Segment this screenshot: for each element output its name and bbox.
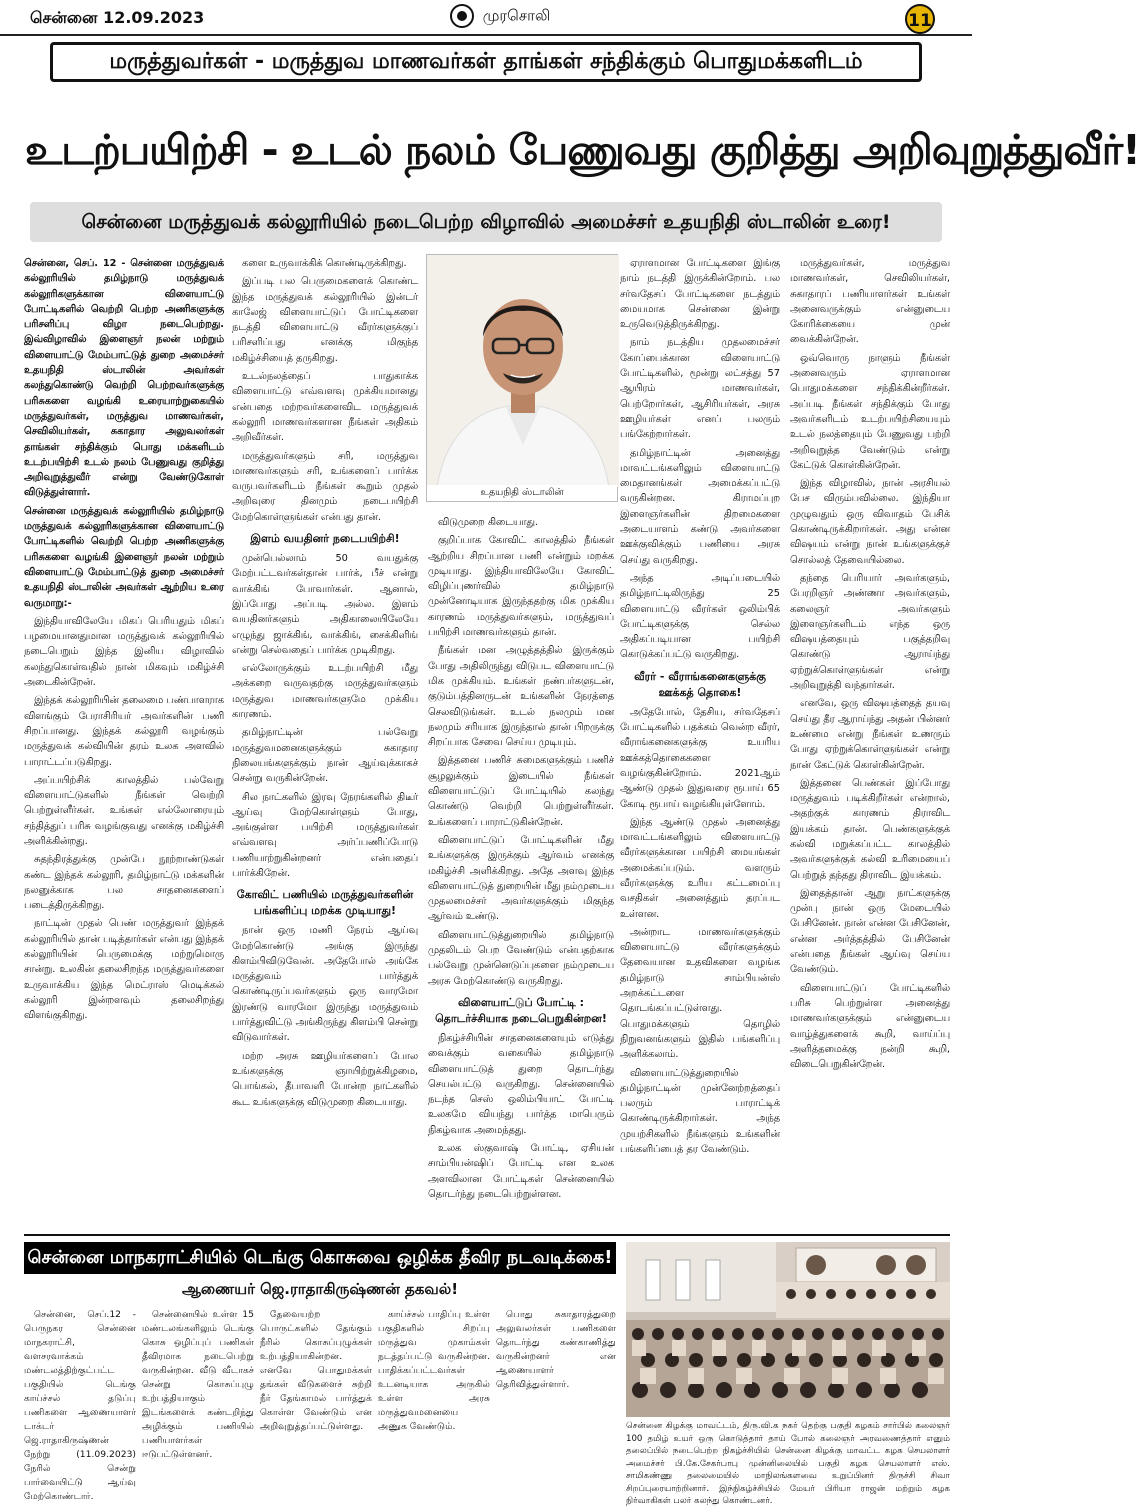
kicker-box: மருத்துவர்கள் - மருத்துவ மாணவர்கள் தாங்கள் சந்திக்கும் பொதுமக்களிடம் [50, 42, 922, 82]
article-paragraph: ஒவ்வொரு நாளும் நீங்கள் அனைவரும் ஏராளமான பொதுமக்களை சந்திக்கின்றீர்கள். அப்படி நீங்கள் சந்திக்கும் போது அவர்களிடம் உடற்பயிற்சியையும் உடல் நலத்தையும் பேணுவது பற்றி அறிவுறுத்த வேண்டும் என்று கேட்டுக் கொள்கின்றேன். [790, 352, 950, 471]
bottom-column-4 [378, 1308, 490, 1498]
masthead [0, 0, 972, 36]
article-column-3 [428, 515, 614, 1234]
article-paragraph: குறிப்பாக கோவிட் காலத்தில் நீங்கள் ஆற்றிய சிறப்பான பணி என்றும் மறக்க முடியாது. இந்தியாவிலேயே கோவிட் விழிப்புணர்வில் தமிழ்நாடு முன்னோடியாக இருந்ததற்கு மிக முக்கிய காரணம் மருத்துவர்களும், மருத்துவப் பயிற்சி மாணவர்களும் தான். [428, 535, 614, 639]
article-column-1 [24, 256, 224, 1234]
article-paragraph: உலக ஸ்குவாஷ் போட்டி, ஏசியன் சாம்பியன்ஷிப் போட்டி என உலக அளவிலான போட்டிகள் சென்னையில் தொடர்ந்து நடைபெற்றுள்ளன. [428, 1142, 614, 1200]
article-paragraph: நான் ஒரு மணி நேரம் ஆய்வு மேற்கொண்டு அங்கு இருந்து கிளம்பிவிடுவேன். அதேபோல் அங்கே மருத்துவம் பார்த்துக் கொண்டிருப்பவர்களும் ஒரு வாரமோ இரண்டு வாரமோ இருந்து மருத்துவம் பார்த்துவிட்டு அங்கிருந்து கிளம்பி சென்று விடுவார்கள். [232, 925, 418, 1044]
event-crowd-illustration [626, 1242, 950, 1417]
article-column-2 [232, 256, 418, 1234]
portrait-illustration [427, 255, 619, 487]
article-paragraph: களை உருவாக்கிக் கொண்டிருக்கிறது. [242, 258, 407, 269]
article-paragraph: இந்த விழாவில், நான் அரசியல் பேச விரும்பவில்லை. இந்தியா முழுவதும் ஒரு விவாதம் பேசிக் கொண்டிருக்கிறார்கள். அது என்ன விஷயம் என்று நான் உங்களுக்குச் சொல்லத் தேவையில்லை. [790, 478, 950, 566]
article-paragraph: உடல்நலத்தைப் பாதுகாக்க விளையாட்டு எவ்வளவு முக்கியமானது என்பதை மற்றவர்களைவிட மருத்துவக் கல்லூரி மாணவர்களான நீங்கள் அதிகம் அறிவீர்கள். [232, 371, 418, 444]
bottom-column-5 [496, 1308, 616, 1498]
article-paragraph: காய்ச்சல் பாதிப்பு உள்ள பகுதிகளில் சிறப்பு மருத்துவ முகாம்கள் நடத்தப்பட்டு வருகின்றன. பாதிக்கப்பட்டவர்கள் உடனடியாக அருகில் உள்ள அரசு மருத்துவமனையை அணுக வேண்டும். [378, 1309, 490, 1432]
article-paragraph: முன்பெல்லாம் 50 வயதுக்கு மேற்பட்டவர்கள்தான் பார்க், பீச் என்று வாக்கிங் போவார்கள். ஆனால், இப்போது அப்படி அல்ல. இளம் வயதினர்களும் அதிகாலையிலேயே எழுந்து ஜாக்கிங், வாக்கிங், சைக்கிளிங் என்று செல்வதைப் பார்க்க முடிகிறது. [232, 553, 418, 656]
article-paragraph: சில நாட்களில் இரவு நேரங்களில் திடீர் ஆய்வு மேற்கொள்ளும் போது, அங்குள்ள பயிற்சி மருத்துவர்கள் எவ்வளவு அர்ப்பணிப்போடு பணியாற்றுகின்றனர் என்பதைப் பார்க்கிறேன். [232, 791, 418, 879]
event-photo [626, 1242, 950, 1417]
article-paragraph: அப்பயிற்சிக் காலத்தில் பல்வேறு விளையாட்டுகளில் நீங்கள் வெற்றி பெற்றுள்ளீர்கள். உங்கள் எல்லோரையும் சந்தித்துப் பரிசு வழங்குவது எனக்கு மகிழ்ச்சி அளிக்கின்றது. [24, 774, 224, 847]
article-paragraph: விடுமுறை கிடையாது. [438, 517, 539, 528]
article-paragraph: தேவையற்ற பொருட்களில் தேங்கும் நீரில் கொசுப்புழுக்கள் உற்பத்தியாகின்றன. எனவே பொதுமக்கள் தங்கள் வீடுகளைச் சுற்றி நீர் தேங்காமல் பார்த்துக் கொள்ள வேண்டும் என அறிவுறுத்தப்பட்டுள்ளது. [260, 1309, 372, 1432]
article-column-5 [790, 256, 950, 1234]
article-paragraph: சென்னையில் உள்ள 15 மண்டலங்களிலும் டெங்கு கொசு ஒழிப்புப் பணிகள் தீவிரமாக நடைபெற்று வருகின்றன. வீடு வீடாகச் சென்று கொசுப்புழு உற்பத்தியாகும் இடங்களைக் கண்டறிந்து அழிக்கும் பணியில் பணியாளர்கள் ஈடுபட்டுள்ளனர். [142, 1309, 254, 1460]
event-photo-caption: சென்னை கிழக்கு மாவட்டம், திரு.வி.க நகர் தெற்கு பகுதி கழகம் சார்பில் கலைஞர் 100 தமிழ் உயர் ஒரு கொடுத்தார் தாய் போல் கலைஞர் அரவணைத்தார் எனும் தலைப்பில் நடைபெற்ற நிகழ்ச்சியில் சென்னை கிழக்கு மாவட்ட கழக செயலாளர் அமைச்சர் பி.கே.சேகர்பாபு முன்னிலையில் பகுதி கழக செயலாளர் எஸ். சாமிகண்ணு தலைமையில் மாநிலங்களவை உறுப்பினர் திருச்சி சிவா சிறப்புரையாற்றினார். இந்நிகழ்ச்சியில் மேயர் பிரியா ராஜன் மற்றும் கழக நிர்வாகிகள் பலர் கலந்து கொண்டனர். [626, 1421, 950, 1506]
article-paragraph: இப்படி பல பெருமைகளைக் கொண்ட இந்த மருத்துவக் கல்லூரியில் இன்டர் காலேஜ் விளையாட்டுப் போட்டிகளை நடத்தி விளையாட்டு வீரர்களுக்குப் பரிசளிப்பது எனக்கு மிகுந்த மகிழ்ச்சியைத் தருகிறது. [232, 276, 418, 364]
bottom-story-subhead: ஆணையர் ஜெ.ராதாகிருஷ்ணன் தகவல்! [181, 1280, 459, 1298]
issue-date: சென்னை 12.09.2023 [30, 8, 205, 27]
article-paragraph: அன்றாட மாணவர்களுக்கும் விளையாட்டு வீரர்களுக்கும் தேவையான உதவிகளை வழங்க தமிழ்நாடு சாம்பியன்ஸ் அறக்கட்டளை தொடங்கப்பட்டுள்ளது. பொதுமக்களும் தொழில் நிறுவனங்களும் இதில் பங்களிப்பு அளிக்கலாம். [620, 926, 780, 1061]
article-paragraph: மருத்துவர்களும் சரி, மருத்துவ மாணவர்களும் சரி, உங்களைப் பார்க்க வருபவர்களிடம் நீங்கள் கூறும் முதல் அறிவுரை தினமும் நடைபயிற்சி மேற்கொள்ளுங்கள் என்பது தான். [232, 450, 418, 523]
article-paragraph: தமிழ்நாட்டின் அனைத்து மாவட்டங்களிலும் விளையாட்டு மைதானங்கள் அமைக்கப்பட்டு வருகின்றன. கிராமப்புற இளைஞர்களின் திறமைகளை அடையாளம் கண்டு அவர்களை ஊக்குவிக்கும் பணியை அரசு செய்து வருகிறது. [620, 447, 780, 566]
article-paragraph: சென்னை, செப். 12 - சென்னை மருத்துவக் கல்லூரியில் தமிழ்நாடு மருத்துவக் கல்லூரிகளுக்கான விளையாட்டு போட்டிகளில் வெற்றி பெற்ற அணிகளுக்கு பரிசளிப்பு விழா நடைபெற்றது. இவ்விழாவில் இளைஞர் நலன் மற்றும் விளையாட்டு மேம்பாட்டுத் துறை அமைச்சர் உதயநிதி ஸ்டாலின் அவர்கள் கலந்துகொண்டு வெற்றி பெற்றவர்களுக்கு பரிசுகளை வழங்கி உரையாற்றுகையில் மருத்துவர்கள், மருத்துவ மாணவர்கள், செவிலியர்கள், சுகாதார அலுவலர்கள் தாங்கள் சந்திக்கும் பொது மக்களிடம் உடற்பயிற்சி உடல் நலம் பேணுவது குறித்து அறிவுறுத்துவீர் என்று வேண்டுகோள் விடுத்துள்ளார். [24, 258, 224, 499]
section-subhead: விளையாட்டுப் போட்டி : தொடர்ச்சியாக நடைபெறுகின்றன! [435, 995, 607, 1025]
article-paragraph: தமிழ்நாட்டின் பல்வேறு மருத்துவமனைகளுக்கும் சுகாதார நிலையங்களுக்கும் நான் ஆய்வுக்காகச் சென்று வருகின்றேன். [232, 727, 418, 785]
article-paragraph: அந்த அடிப்படையில் தமிழ்நாட்டிலிருந்து 25 விளையாட்டு வீரர்கள் ஒலிம்பிக் போட்டிகளுக்கு செல்ல அதிகப்படியான பயிற்சி கொடுக்கப்பட்டு வருகிறது. [620, 572, 780, 661]
article-paragraph: இத்தனை பணிச் சுமைகளுக்கும் பணிச் சூழலுக்கும் இடையில் நீங்கள் விளையாட்டுப் போட்டியில் கலந்து கொண்டு வெற்றி பெற்றுள்ளீர்கள். உங்களைப் பாராட்டுகின்றேன். [428, 755, 614, 828]
bottom-story-headline: சென்னை மாநகராட்சியில் டெங்கு கொசுவை ஒழிக்க தீவிர நடவடிக்கை! [24, 1242, 616, 1274]
article-paragraph: அதேபோல், தேசிய, சர்வதேசப் போட்டிகளில் பதக்கம் வென்ற வீரர், வீராங்கனைகளுக்கு உயரிய ஊக்கத்தொகைகளை வழங்குகின்றோம். 2021ஆம் ஆண்டு முதல் இதுவரை ரூபாய் 65 கோடி ரூபாய் வழங்கியுள்ளோம். [620, 706, 780, 810]
bottom-column-3 [260, 1308, 372, 1498]
article-paragraph: விளையாட்டுப் போட்டிகளின் மீது உங்களுக்கு இருக்கும் ஆர்வம் எனக்கு மகிழ்ச்சி அளிக்கிறது. அதே அளவு இந்த விளையாட்டுத் துறையின் மீது நம்முடைய முதலமைச்சர் அவர்களுக்கும் மிகுந்த ஆர்வம் உண்டு. [428, 834, 614, 923]
article-paragraph: சென்னை மருத்துவக் கல்லூரியில் தமிழ்நாடு மருத்துவக் கல்லூரிகளுக்கான விளையாட்டு போட்டிகளில் வெற்றி பெற்ற அணிகளுக்கு பரிசுகளை வழங்கி இளைஞர் நலன் மற்றும் விளையாட்டு மேம்பாட்டுத் துறை அமைச்சர் உதயநிதி ஸ்டாலின் அவர்கள் ஆற்றிய உரை வருமாறு:- [24, 505, 224, 609]
article-paragraph: நீங்கள் மன அழுத்தத்தில் இருக்கும் போது அதிலிருந்து விடுபட விளையாட்டு மிக முக்கியம். உங்கள் நண்பர்களுடன், குடும்பத்தினருடன் உங்களின் நேரத்தை செலவிடுங்கள். உடல் நலமும் மன நலமும் சரியாக இருந்தால் தான் பிறருக்கு சிறப்பாக சேவை செய்ய முடியும். [428, 645, 614, 749]
article-paragraph: சுதந்திரத்துக்கு முன்பே நூற்றாண்டுகள் கண்ட இந்தக் கல்லூரி, தமிழ்நாட்டு மக்களின் நலனுக்காக பல சாதனைகளைப் படைத்திருக்கிறது. [24, 854, 224, 912]
paper-logo [450, 4, 550, 28]
article-paragraph: மற்ற அரசு ஊழியர்களைப் போல உங்களுக்கு ஞாயிற்றுக்கிழமை, பொங்கல், தீபாவளி போன்ற நாட்களில் கூட உங்களுக்கு விடுமுறை கிடையாது. [232, 1050, 418, 1108]
bottom-column-2 [142, 1308, 254, 1498]
article-paragraph: விளையாட்டுத்துறையில் தமிழ்நாட்டின் முன்னேற்றத்தைப் பலரும் பாராட்டிக் கொண்டிருக்கிறார்கள். அந்த முயற்சிகளில் நீங்களும் உங்களின் பங்களிப்பைத் தர வேண்டும். [620, 1067, 780, 1156]
article-paragraph: இந்த ஆண்டு முதல் அனைத்து மாவட்டங்களிலும் விளையாட்டு வீரர்களுக்கான பயிற்சி மையங்கள் அமைக்கப்படும். வளரும் வீரர்களுக்கு உரிய கட்டமைப்பு வசதிகள் அனைத்தும் தரப்பட உள்ளன. [620, 816, 780, 920]
article-paragraph: எனவே, ஒரு விஷயத்தைத் தயவு செய்து தீர ஆராய்ந்து அதன் பின்னர் உண்மை என்று நீங்கள் உணரும் போது ஏற்றுக்கொள்ளுங்கள் என்று நான் கேட்டுக் கொள்கின்றேன். [790, 698, 950, 771]
article-paragraph: இந்தக் கல்லூரியின் தலைமை பண்பாளராக விளங்கும் பேராசிரியர் அவர்களின் பணி சிறப்பானது. இந்தக் கல்லூரி வழங்கும் மருத்துவக் கல்வியின் தரம் உலக அளவில் பாராட்டப்படுகிறது. [24, 695, 224, 768]
article-paragraph: ஏராளமான போட்டிகளை இங்கு நாம் நடத்தி இருக்கின்றோம். பல சர்வதேசப் போட்டிகளை நடத்தும் மையமாக சென்னை இன்று உருவெடுத்திருக்கிறது. [620, 258, 780, 331]
article-paragraph: இதைத்தான் ஆறு நாட்களுக்கு முன்பு நான் ஒரு மேடையில் பேசினேன். நான் என்ன பேசினேன், என்ன அர்த்தத்தில் பேசினேன் என்பதை நீங்கள் ஆய்வு செய்ய வேண்டும். [790, 887, 950, 976]
main-headline: உடற்பயிற்சி - உடல் நலம் பேணுவது குறித்து அறிவுறுத்துவீர்! [25, 126, 1140, 174]
article-paragraph: நிகழ்ச்சியின் சாதனைகளையும் எடுத்து வைக்கும் வகையில் தமிழ்நாடு விளையாட்டுத் துறை தொடர்ந்து செயல்பட்டு வருகிறது. சென்னையில் நடந்த செஸ் ஒலிம்பியாட் போட்டி உலகமே வியந்து பார்த்த மாபெரும் நிகழ்வாக அமைந்தது. [428, 1032, 614, 1136]
subdeck-banner: சென்னை மருத்துவக் கல்லூரியில் நடைபெற்ற விழாவில் அமைச்சர் உதயநிதி ஸ்டாலின் உரை! [30, 202, 942, 242]
article-paragraph: பொது சுகாதாரத்துறை அலுவலர்கள் பணிகளை தொடர்ந்து கண்காணித்து வருகின்றனர் என ஆணையாளர் தெரிவித்துள்ளார். [496, 1309, 616, 1390]
article-column-4 [620, 256, 780, 1234]
section-divider [24, 1234, 950, 1236]
paper-emblem-icon [450, 4, 474, 28]
article-paragraph: நாட்டின் முதல் பெண் மருத்துவர் இந்தக் கல்லூரியில் தான் படித்தார்கள் என்பது இந்தக் கல்லூரியின் பெருமைக்கு மற்றுமொரு சான்று. உலகின் தலைசிறந்த மருத்துவர்களை உருவாக்கிய இந்த மெட்ராஸ் மெடிக்கல் கல்லூரி இன்றளவும் தலைசிறந்து விளங்குகிறது. [24, 918, 224, 1022]
article-paragraph: சென்னை, செப்.12 - பெருநகர சென்னை மாநகராட்சி, வளசரவாக்கம் மண்டலத்திற்குட்பட்ட பகுதியில் டெங்கு காய்ச்சல் தடுப்பு பணிகளை ஆணையாளர் டாக்டர் ஜெ.ராதாகிருஷ்ணன் நேற்று (11.09.2023) நேரில் சென்று பார்வையிட்டு ஆய்வு மேற்கொண்டார். [24, 1309, 136, 1502]
paper-name: முரசொலி [482, 6, 551, 25]
article-paragraph: விளையாட்டுப் போட்டிகளில் பரிசு பெற்றுள்ள அனைத்து மாணவர்களுக்கும் என்னுடைய வாழ்த்துகளைக் கூறி, வாய்ப்பு அளித்தமைக்கு நன்றி கூறி, விடைபெறுகின்றேன். [790, 982, 950, 1071]
article-paragraph: நாம் நடத்திய முதலமைச்சர் கோப்பைக்கான விளையாட்டு போட்டிகளில், மூன்று லட்சத்து 57 ஆயிரம் மாணவர்கள், பெற்றோர்கள், ஆசிரியர்கள், அரசு ஊழியர்கள் எனப் பலரும் பங்கேற்றார்கள். [620, 337, 780, 441]
article-paragraph: இத்தனை பெண்கள் இப்போது மருத்துவம் படிக்கிறீர்கள் என்றால், அதற்குக் காரணம் திராவிட இயக்கம் தான். பெண்களுக்குக் கல்வி மறுக்கப்பட்ட காலத்தில் அவர்களுக்குக் கல்வி உரிமையைப் பெற்றுத் தந்தது திராவிட இயக்கம். [790, 777, 950, 881]
photo-caption: உதயநிதி ஸ்டாலின் [427, 485, 617, 501]
page-number-badge: 11 [905, 4, 935, 34]
section-subhead: கோவிட் பணியில் மருத்துவர்களின் பங்களிப்பு மறக்க முடியாது! [236, 888, 414, 918]
article-paragraph: விளையாட்டுத்துறையில் தமிழ்நாடு முதலிடம் பெற வேண்டும் என்பதற்காக பல்வேறு முன்னெடுப்புகளை நம்முடைய அரசு மேற்கொண்டு வருகிறது. [428, 929, 614, 987]
article-paragraph: எல்லோருக்கும் உடற்பயிற்சி மீது அக்கறை வருவதற்கு மருத்துவர்களும் மருத்துவ மாணவர்களுமே முக்கிய காரணம். [232, 663, 418, 721]
article-paragraph: மருத்துவர்கள், மருத்துவ மாணவர்கள், செவிலியர்கள், சுகாதாரப் பணியாளர்கள் உங்கள் அனைவருக்கும் என்னுடைய கோரிக்கையை முன் வைக்கின்றேன். [790, 258, 950, 346]
minister-portrait-photo [426, 254, 618, 502]
bottom-column-1 [24, 1308, 136, 1502]
section-subhead: இளம் வயதினர் நடைபயிற்சி! [250, 532, 400, 546]
article-paragraph: இந்தியாவிலேயே மிகப் பெரியதும் மிகப் பழமையானதுமான மருத்துவக் கல்லூரியில் நடைபெறும் இந்த இனிய விழாவில் கலந்துகொள்வதில் நான் மிகவும் மகிழ்ச்சி அடைகின்றேன். [24, 615, 224, 689]
section-subhead: வீரர் - வீராங்கனைகளுக்கு ஊக்கத் தொகை! [634, 669, 766, 699]
article-paragraph: தந்தை பெரியார் அவர்களும், பேரறிஞர் அண்ணா அவர்களும், கலைஞர் அவர்களும் இளைஞர்களிடம் எந்த ஒரு விஷயத்தையும் பகுத்தறிவு கொண்டு ஆராய்ந்து ஏற்றுக்கொள்ளுங்கள் என்று அறிவுறுத்தி வந்தார்கள். [790, 572, 950, 692]
